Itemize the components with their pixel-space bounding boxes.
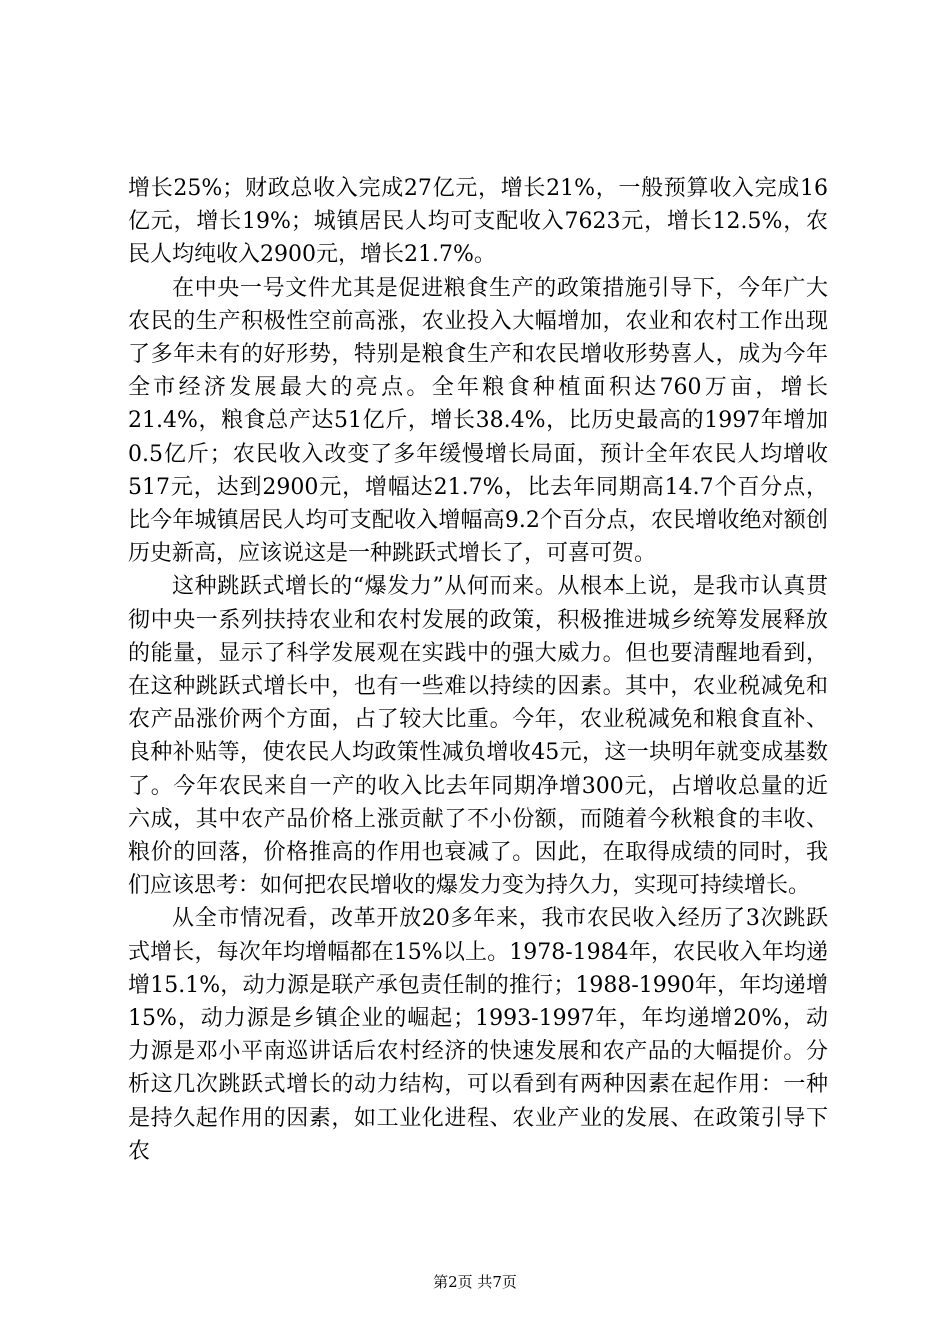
paragraph-2: 在中央一号文件尤其是促进粮食生产的政策措施引导下，今年广大农民的生产积极性空前高涨，农业投入大幅增加，农业和农村工作出现了多年未有的好形势，特别是粮食生产和农民增收形势喜人，成为今年全市经济发展最大的亮点。全年粮食种植面积达760万亩，增长21.4%，粮食总产达51亿斤，增长38.4%，比历史最高的1997年增加0.5亿斤；农民收入改变了多年缓慢增长局面，预计全年农民人均增收517元，达到2900元，增幅达21.7%，比去年同期高14.7个百分点，比今年城镇居民人均可支配收入增幅高9.2个百分点，农民增收绝对额创历史新高，应该说这是一种跳跃式增长了，可喜可贺。 — [128, 275, 828, 567]
document-body — [128, 172, 828, 1168]
paragraph-1: 增长25%；财政总收入完成27亿元，增长21%，一般预算收入完成16亿元，增长19%；城镇居民人均可支配收入7623元，增长12.5%，农民人均纯收入2900元，增长21.7%。 — [128, 176, 828, 268]
paragraph-3: 这种跳跃式增长的“爆发力”从何而来。从根本上说，是我市认真贯彻中央一系列扶持农业和农村发展的政策，积极推进城乡统筹发展释放的能量，显示了科学发展观在实践中的强大威力。但也要清醒地看到，在这种跳跃式增长中，也有一些难以持续的因素。其中，农业税减免和农产品涨价两个方面，占了较大比重。今年，农业税减免和粮食直补、良种补贴等，使农民人均政策性减负增收45元，这一块明年就变成基数了。今年农民来自一产的收入比去年同期净增300元，占增收总量的近六成，其中农产品价格上涨贡献了不小份额，而随着今秋粮食的丰收、粮价的回落，价格推高的作用也衰减了。因此，在取得成绩的同时，我们应该思考：如何把农民增收的爆发力变为持久力，实现可持续增长。 — [128, 574, 828, 899]
paragraph-4: 从全市情况看，改革开放20多年来，我市农民收入经历了3次跳跃式增长，每次年均增幅都在15%以上。1978-1984年，农民收入年均递增15.1%，动力源是联产承包责任制的推行；1988-1990年，年均递增15%，动力源是乡镇企业的崛起；1993-1997年，年均递增20%，动力源是邓小平南巡讲话后农村经济的快速发展和农产品的大幅提价。分析这几次跳跃式增长的动力结构，可以看到有两种因素在起作用：一种是持久起作用的因素，如工业化进程、农业产业的发展、在政策引导下农 — [128, 906, 828, 1164]
page-number-footer: 第2页 共7页 — [433, 1273, 517, 1291]
